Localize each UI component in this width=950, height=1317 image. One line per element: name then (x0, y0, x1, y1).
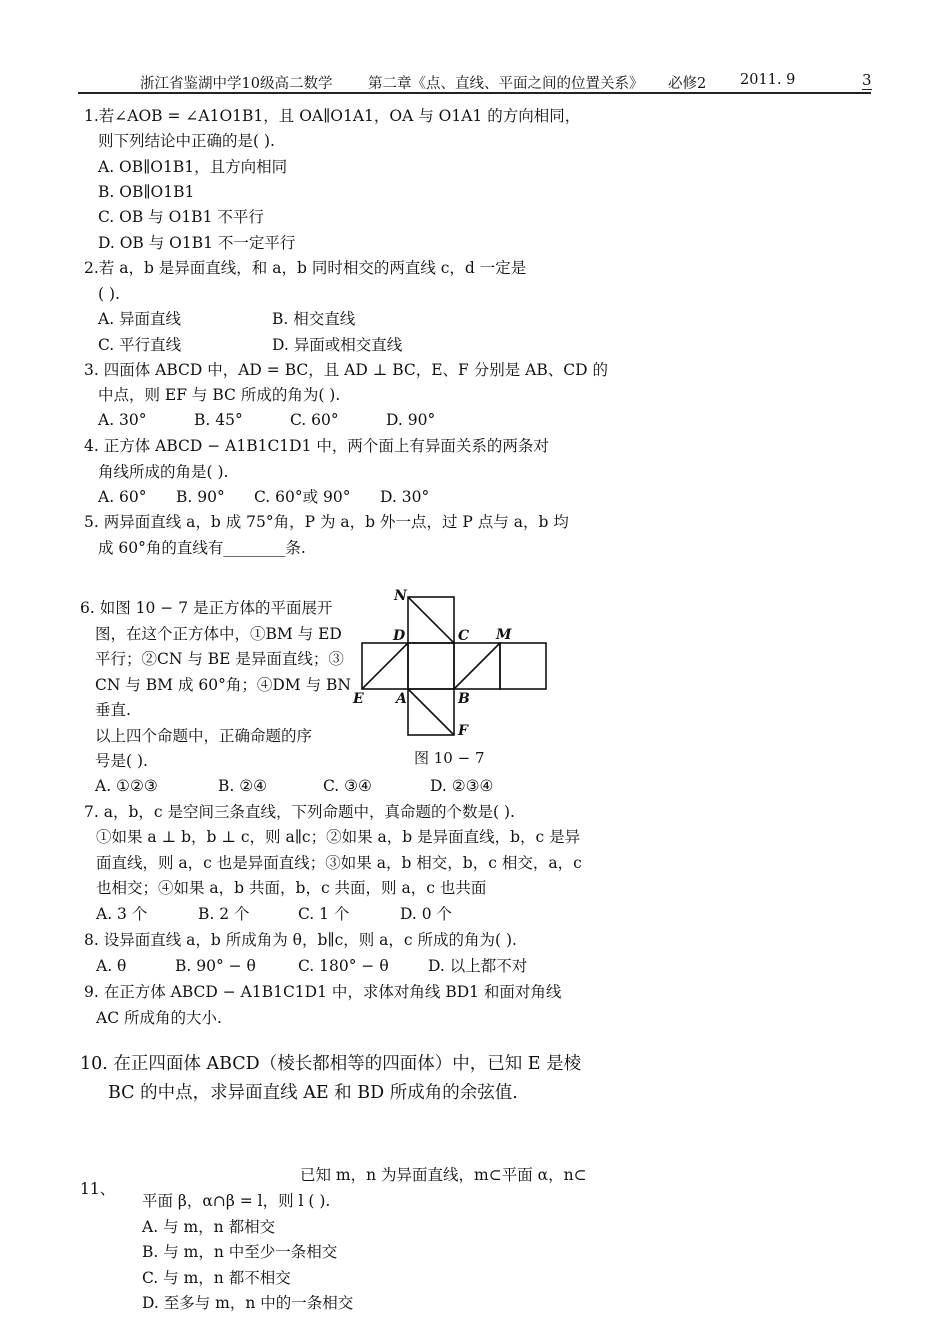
q4-stem-2: 角线所成的角是( ). (98, 463, 229, 481)
q6-stem-6: 以上四个命题中，正确命题的序 (95, 727, 313, 745)
q3-option-b: B. 45° (194, 411, 243, 429)
q4-option-d: D. 30° (380, 488, 430, 506)
q5-stem: 5. 两异面直线 a，b 成 75°角，P 为 a，b 外一点，过 P 点与 a，b 均 (84, 513, 569, 531)
q6-option-d: D. ②③④ (430, 777, 494, 795)
q6-stem-3: 平行；②CN 与 BE 是异面直线；③ (95, 650, 344, 668)
q3-stem-2: 中点，则 EF 与 BC 所成的角为( ). (98, 386, 341, 404)
label-M: M (496, 627, 512, 643)
q2-option-a: A. 异面直线 (98, 310, 182, 328)
q6-stem-2: 图，在这个正方体中，①BM 与 ED (95, 625, 342, 643)
header-school: 浙江省鉴湖中学10级高二数学 (140, 76, 333, 92)
label-N: N (394, 588, 407, 604)
q9-stem: 9. 在正方体 ABCD − A1B1C1D1 中，求体对角线 BD1 和面对角线 (84, 983, 562, 1001)
header-book: 必修2 (668, 76, 707, 92)
label-F: F (458, 723, 468, 739)
q7-stem-4: 也相交；④如果 a，b 共面，b，c 共面，则 a，c 也共面 (96, 879, 487, 897)
q7-option-b: B. 2 个 (198, 905, 250, 923)
label-D: D (393, 628, 406, 644)
q1-stem-2: 则下列结论中正确的是( ). (98, 132, 275, 150)
q1-option-a: A. OB∥O1B1，且方向相同 (98, 158, 288, 176)
q7-option-a: A. 3 个 (96, 905, 148, 923)
q8-option-a: A. θ (96, 957, 127, 975)
q6-option-a: A. ①②③ (95, 777, 158, 795)
q4-option-a: A. 60° (98, 488, 147, 506)
diagonal-AF (408, 689, 454, 735)
q11-stem-2: 平面 β，α∩β = l，则 l ( ). (142, 1192, 331, 1210)
q7-stem-3: 面直线，则 a，c 也是异面直线；③如果 a，b 相交，b，c 相交，a，c (96, 854, 582, 872)
diagonal-NC (408, 597, 454, 643)
q1-stem: 1.若∠AOB = ∠A1O1B1，且 OA∥O1A1，OA 与 O1A1 的方向相同， (84, 107, 581, 125)
q6-stem-4: CN 与 BM 成 60°角；④DM 与 BN (95, 676, 351, 694)
q9-stem-2: AC 所成角的大小. (96, 1009, 222, 1027)
q2-option-d: D. 异面或相交直线 (272, 336, 403, 354)
q7-stem: 7. a，b，c 是空间三条直线，下列命题中，真命题的个数是( ). (84, 803, 515, 821)
label-A: A (396, 691, 407, 707)
q5-stem-2: 成 60°角的直线有________条. (98, 539, 306, 557)
q11-option-c: C. 与 m，n 都不相交 (142, 1269, 291, 1287)
q1-option-d: D. OB 与 O1B1 不一定平行 (98, 234, 296, 252)
q7-option-d: D. 0 个 (400, 905, 453, 923)
q6-option-b: B. ②④ (218, 777, 268, 795)
q3-option-d: D. 90° (386, 411, 436, 429)
q11-number: 11、 (80, 1180, 116, 1198)
q3-stem: 3. 四面体 ABCD 中，AD = BC，且 AD ⊥ BC，E、F 分别是 AB、CD 的 (84, 361, 608, 379)
diagonal-BM (454, 643, 500, 689)
page-number: 3 (862, 71, 872, 89)
header-chapter: 第二章《点、直线、平面之间的位置关系》 (368, 76, 644, 92)
label-B: B (458, 691, 470, 707)
label-E: E (353, 691, 364, 707)
q4-option-b: B. 90° (176, 488, 225, 506)
q10-stem-2: BC 的中点，求异面直线 AE 和 BD 所成角的余弦值. (108, 1083, 518, 1103)
q2-stem: 2.若 a，b 是异面直线，和 a，b 同时相交的两直线 c，d 一定是 (84, 259, 527, 277)
q1-option-b: B. OB∥O1B1 (98, 183, 195, 201)
q7-stem-2: ①如果 a ⊥ b，b ⊥ c，则 a∥c；②如果 a，b 是异面直线，b，c 是异 (96, 828, 581, 846)
q1-option-c: C. OB 与 O1B1 不平行 (98, 208, 264, 226)
q6-stem-5: 垂直. (95, 701, 131, 719)
q11-stem: 已知 m，n 为异面直线，m⊂平面 α，n⊂ (300, 1166, 587, 1184)
q6-stem-7: 号是( ). (95, 752, 148, 770)
q8-option-b: B. 90° − θ (175, 957, 256, 975)
q7-option-c: C. 1 个 (298, 905, 350, 923)
q8-option-d: D. 以上都不对 (428, 957, 528, 975)
header-date: 2011. 9 (740, 72, 796, 88)
q11-option-a: A. 与 m，n 都相交 (142, 1218, 276, 1236)
q4-stem: 4. 正方体 ABCD − A1B1C1D1 中，两个面上有异面关系的两条对 (84, 437, 549, 455)
q2-stem-2: ( ). (98, 285, 120, 303)
net-square-far-right (500, 643, 546, 689)
q10-stem: 10. 在正四面体 ABCD（棱长都相等的四面体）中，已知 E 是棱 (80, 1054, 582, 1074)
q2-option-b: B. 相交直线 (272, 310, 356, 328)
q8-option-c: C. 180° − θ (298, 957, 389, 975)
figure-caption: 图 10 − 7 (414, 749, 485, 767)
q6-option-c: C. ③④ (323, 777, 372, 795)
q11-option-b: B. 与 m，n 中至少一条相交 (142, 1243, 338, 1261)
q4-option-c: C. 60°或 90° (254, 488, 351, 506)
q6-stem: 6. 如图 10 − 7 是正方体的平面展开 (80, 599, 333, 617)
q2-option-c: C. 平行直线 (98, 336, 182, 354)
q3-option-a: A. 30° (98, 411, 147, 429)
net-square-center (408, 643, 454, 689)
q8-stem: 8. 设异面直线 a，b 所成角为 θ，b∥c，则 a，c 所成的角为( ). (84, 931, 517, 949)
q3-option-c: C. 60° (290, 411, 339, 429)
diagonal-ED (362, 643, 408, 689)
label-C: C (458, 628, 470, 644)
q11-option-d: D. 至多与 m，n 中的一条相交 (142, 1294, 354, 1312)
